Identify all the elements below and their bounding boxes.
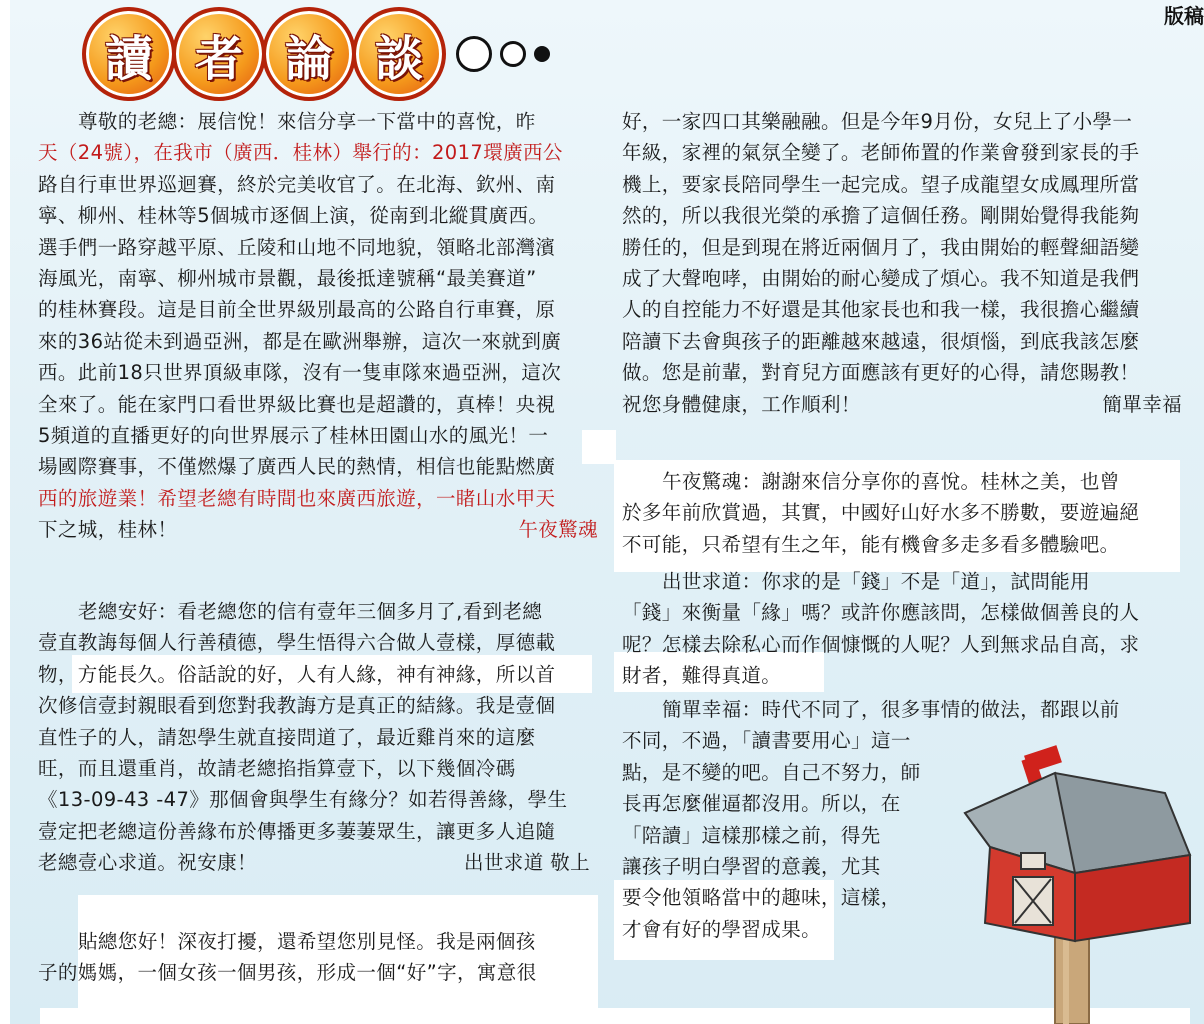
text-line: 「錢」來衡量「緣」嗎？或許你應該問，怎樣做個善良的人 [622,601,1140,625]
text-line [38,847,598,878]
text-line: 財者，難得真道。 [622,664,782,688]
text-line: 年級，家裡的氣氛全變了。老師佈置的作業會發到家長的手 [622,141,1140,165]
letter-3-start [38,926,598,989]
text-line [622,389,1182,420]
text-line: 貼總您好！深夜打擾，還希望您別見怪。我是兩個孩 [78,930,536,953]
corner-fragment: 版稿 [1164,4,1204,28]
text-line: 的桂林賽段。這是目前全世界級別最高的公路自行車賽，原 [38,298,556,322]
text-line: 物，方能長久。俗話說的好，人有人緣，神有神緣，所以首 [38,662,556,686]
text-line [38,514,598,545]
column-header [82,6,558,102]
text-line: 5頻道的直播更好的向世界展示了桂林田園山水的風光！一 [38,424,549,448]
text-line: 不同，不過，「讀書要用心」這一 [622,729,911,753]
text-line: 壹定把老總這份善緣布於傳播更多萋萋眾生，讓更多人追隨 [38,819,556,843]
text-line: 機上，要家長陪同學生一起完成。望子成龍望女成鳳理所當 [622,172,1140,196]
text-line: 寧、柳州、桂林等5個城市逐個上演，從南到北縱貫廣西。 [38,204,549,228]
text-line: 好，一家四口其樂融融。但是今年9月份，女兒上了小學一 [622,110,1133,133]
title-badge: 談 [352,7,446,101]
text-line: 路自行車世界巡迴賽，終於完美收官了。在北海、欽州、南 [38,172,556,196]
letter-1 [38,106,598,546]
text-line: 然的，所以我很光榮的承擔了這個任務。剛開始覺得我能夠 [622,204,1140,228]
signature: 簡單幸福 [1102,392,1182,416]
text-line: 做。您是前輩，對育兒方面應該有更好的心得，請您賜教！ [622,361,1140,385]
text-line: 海風光，南寧、柳州城市景觀，最後抵達號稱“最美賽道” [38,267,537,291]
text-line: 不可能，只希望有生之年，能有機會多走多看多體驗吧。 [622,532,1120,556]
circle-icon [456,36,492,72]
text-line: 場國際賽事，不僅燃爆了廣西人民的熱情，相信也能點燃廣 [38,455,556,479]
red-barn-mailbox-icon [935,745,1200,1024]
text-fragment: 祝您身體健康，工作順利！ [622,392,861,416]
text-line: 全來了。能在家門口看世界級比賽也是超讚的，真棒！央視 [38,392,556,416]
text-line: 天（24號），在我市（廣西．桂林）舉行的：2017環廣西公 [38,141,563,165]
text-line: 西的旅遊業！希望老總有時間也來廣西旅遊，一睹山水甲天 [38,486,556,510]
text-line: 直性子的人，請恕學生就直接問道了，最近雞肖來的這麼 [38,725,536,749]
text-line: 成了大聲咆哮，由開始的耐心變成了煩心。我不知道是我們 [622,267,1140,291]
text-line: 旺，而且還重肖，故請老總掐指算壹下，以下幾個冷碼 [38,757,516,781]
title-badge: 論 [262,7,356,101]
title-badge: 讀 [82,7,176,101]
text-line: 「陪讀」這樣那樣之前，得先 [622,823,881,847]
text-line: 出世求道：你求的是「錢」不是「道」，試問能用 [662,570,1091,593]
magazine-page [10,0,1204,1024]
text-line: 選手們一路穿越平原、丘陵和山地不同地貌，領略北部灣濱 [38,235,556,259]
circle-icon [500,41,526,67]
letter-3-continued [622,106,1182,420]
text-line: 壹直教誨每個人行善積德，學生悟得六合做人壹樣，厚德載 [38,631,556,655]
reply-2 [622,566,1182,692]
reply-1 [622,466,1182,560]
text-line: 人的自控能力不好還是其他家長也和我一樣，我很擔心繼續 [622,298,1140,322]
title-badge: 者 [172,7,266,101]
letter-2 [38,596,598,879]
decorative-dots [456,36,558,72]
text-line: 勝任的，但是到現在將近兩個月了，我由開始的輕聲細語變 [622,235,1140,259]
text-line: 於多年前欣賞過，其實，中國好山好水多不勝數，要遊遍絕 [622,501,1140,525]
text-line: 尊敬的老總：展信悅！來信分享一下當中的喜悅，昨 [78,110,536,133]
text-line: 呢？怎樣去除私心而作個慷慨的人呢？人到無求品自高，求 [622,632,1140,656]
text-line: 次修信壹封親眼看到您對我教誨方是真正的結緣。我是壹個 [38,694,556,718]
text-fragment: 下之城，桂林！ [38,518,178,542]
text-line: 讓孩子明白學習的意義，尤其 [622,855,881,879]
dot-icon [534,46,550,62]
signature: 午夜驚魂 [518,518,598,542]
signature: 出世求道 敬上 [464,851,590,875]
text-line: 來的36站從未到過亞洲，都是在歐洲舉辦，這次一來就到廣 [38,329,562,353]
text-line: 才會有好的學習成果。 [622,917,822,941]
text-line: 要令他領略當中的趣味，這樣， [622,886,901,910]
text-line: 《13-09-43 -47》那個會與學生有緣分？如若得善緣，學生 [38,788,568,812]
text-line: 老總安好：看老總您的信有壹年三個多月了,看到老總 [78,600,543,623]
text-line: 子的媽媽，一個女孩一個男孩，形成一個“好”字，寓意很 [38,961,537,985]
text-line: 陪讀下去會與孩子的距離越來越遠，很煩惱，到底我該怎麼 [622,329,1140,353]
text-line: 簡單幸福：時代不同了，很多事情的做法，都跟以前 [662,698,1120,721]
text-line: 午夜驚魂：謝謝來信分享你的喜悅。桂林之美，也曾 [662,470,1120,493]
text-line: 西。此前18只世界頂級車隊，沒有一隻車隊來過亞洲，這次 [38,361,562,385]
text-fragment: 老總壹心求道。祝安康！ [38,851,257,875]
text-line: 點，是不變的吧。自己不努力，師 [622,760,921,784]
text-line: 長再怎麼催逼都沒用。所以，在 [622,792,901,816]
